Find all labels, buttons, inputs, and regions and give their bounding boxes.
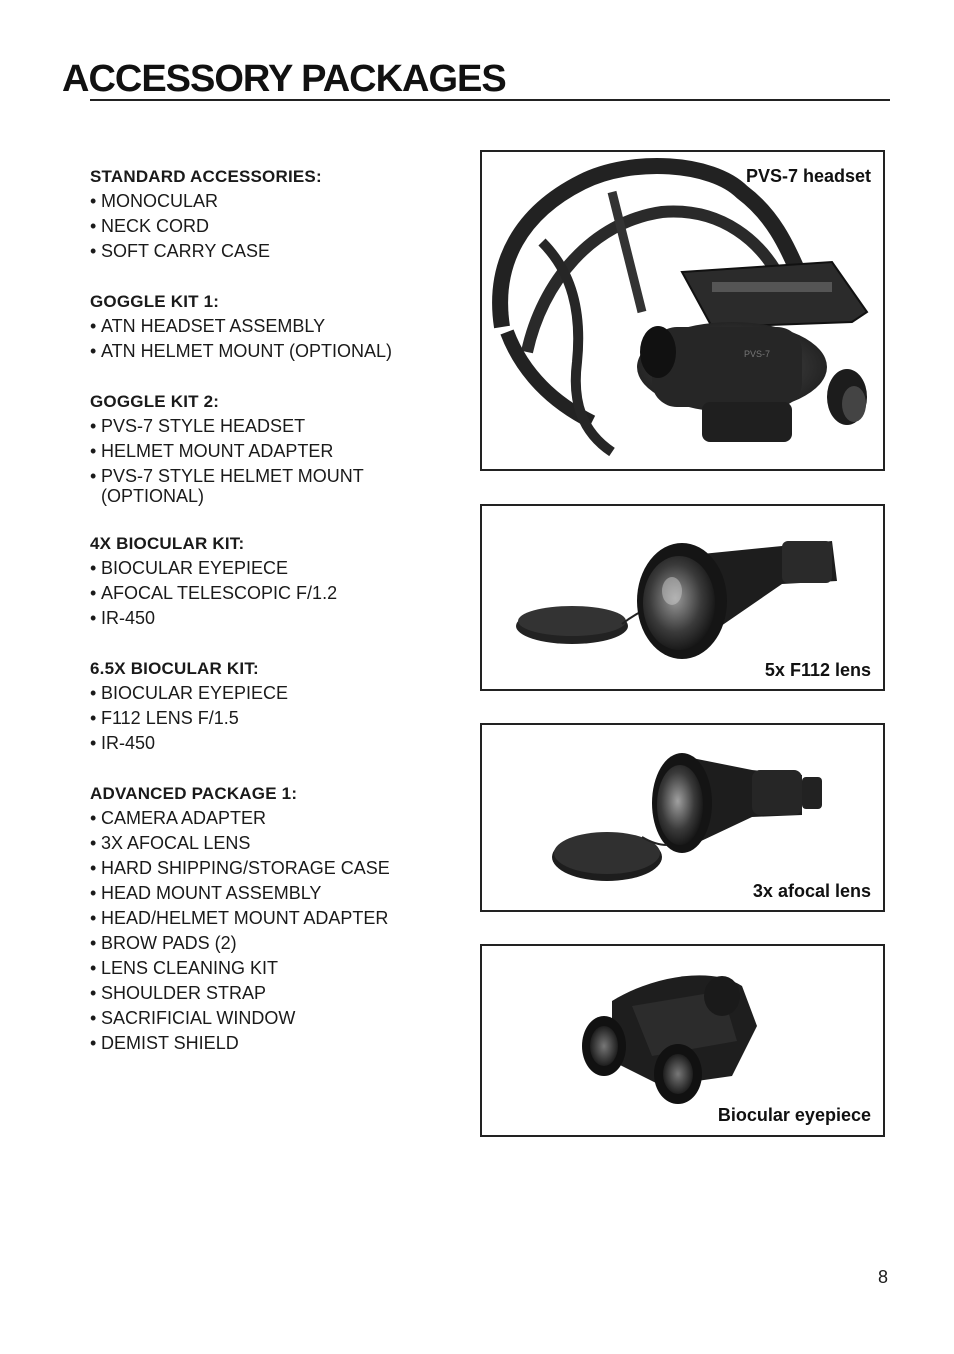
- photo-pvs7-headset: [480, 150, 885, 471]
- list-item: • BIOCULAR EYEPIECE: [90, 556, 460, 581]
- page-title: ACCESSORY PACKAGES: [62, 58, 506, 100]
- section-heading: STANDARD ACCESSORIES:: [90, 167, 322, 186]
- list-item: • LENS CLEANING KIT: [90, 956, 460, 981]
- list-item: • HEAD MOUNT ASSEMBLY: [90, 881, 460, 906]
- svg-text:PVS-7: PVS-7: [744, 349, 771, 359]
- item-list: [90, 681, 460, 756]
- section-heading: ADVANCED PACKAGE 1:: [90, 784, 298, 803]
- section-heading: GOGGLE KIT 1:: [90, 292, 220, 311]
- list-item: • IR-450: [90, 731, 460, 756]
- list-item: • HELMET MOUNT ADAPTER: [90, 439, 460, 464]
- list-item: • PVS-7 STYLE HELMET MOUNT (OPTIONAL): [90, 466, 391, 506]
- section-heading: 6.5X BIOCULAR KIT:: [90, 659, 259, 678]
- item-list: [90, 556, 460, 631]
- headset-image: [482, 152, 883, 469]
- section-goggle-kit-2: [90, 389, 460, 506]
- list-item: • HEAD/HELMET MOUNT ADAPTER: [90, 906, 460, 931]
- photo-5x-f112-lens: [480, 504, 885, 691]
- item-list: [90, 806, 460, 1056]
- photo-caption: Biocular eyepiece: [717, 1105, 871, 1125]
- item-list: [90, 414, 460, 506]
- list-item: • F112 LENS F/1.5: [90, 706, 460, 731]
- item-list: [90, 314, 460, 364]
- list-item: • SOFT CARRY CASE: [90, 239, 460, 264]
- title-underline: [90, 99, 890, 101]
- photo-3x-afocal-lens: [480, 723, 885, 912]
- section-standard-accessories: [90, 164, 460, 264]
- list-item: • HARD SHIPPING/STORAGE CASE: [90, 856, 460, 881]
- list-item: • IR-450: [90, 606, 460, 631]
- list-item: • BIOCULAR EYEPIECE: [90, 681, 460, 706]
- list-item: • ATN HEADSET ASSEMBLY: [90, 314, 460, 339]
- list-item: • AFOCAL TELESCOPIC F/1.2: [90, 581, 460, 606]
- photo-caption: PVS-7 headset: [745, 166, 871, 186]
- section-heading: GOGGLE KIT 2:: [90, 392, 220, 411]
- section-advanced-package-1: [90, 781, 460, 1056]
- photo-caption: 3x afocal lens: [752, 881, 871, 901]
- list-item: • 3X AFOCAL LENS: [90, 831, 460, 856]
- list-item: • NECK CORD: [90, 214, 460, 239]
- list-item: • BROW PADS (2): [90, 931, 460, 956]
- section-goggle-kit-1: [90, 289, 460, 364]
- list-item: • DEMIST SHIELD: [90, 1031, 460, 1056]
- list-item: • SHOULDER STRAP: [90, 981, 460, 1006]
- section-6-5x-biocular-kit: [90, 656, 460, 756]
- section-4x-biocular-kit: [90, 531, 460, 631]
- photo-biocular-eyepiece: [480, 944, 885, 1137]
- list-item: • CAMERA ADAPTER: [90, 806, 460, 831]
- section-heading: 4X BIOCULAR KIT:: [90, 534, 245, 553]
- photo-caption: 5x F112 lens: [764, 660, 871, 680]
- list-item: • ATN HELMET MOUNT (OPTIONAL): [90, 339, 460, 364]
- list-item: • MONOCULAR: [90, 189, 460, 214]
- page-number: 8: [878, 1267, 889, 1287]
- accessory-list-column: [90, 164, 460, 1081]
- item-list: [90, 189, 460, 264]
- list-item: • PVS-7 STYLE HEADSET: [90, 414, 460, 439]
- list-item: • SACRIFICIAL WINDOW: [90, 1006, 460, 1031]
